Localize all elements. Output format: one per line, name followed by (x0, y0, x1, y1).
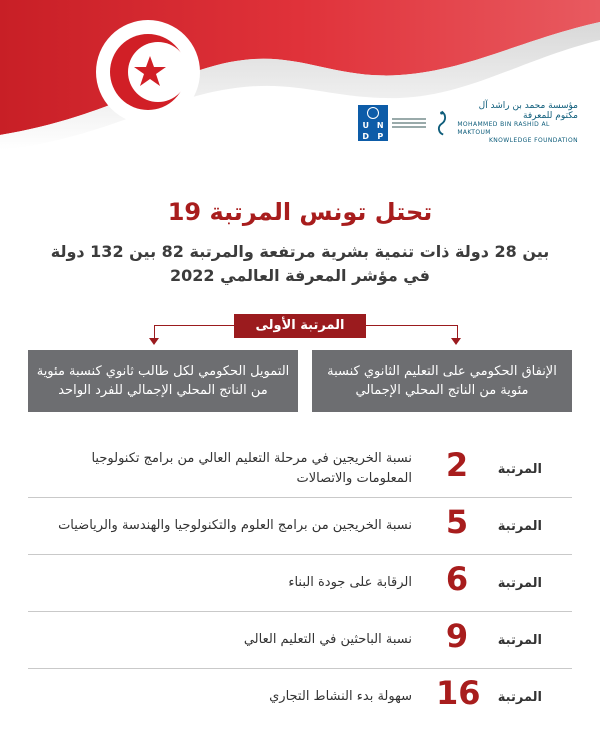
first-rank-box-secondary-spending: الإنفاق الحكومي على التعليم الثانوي كنسبة مئوية من الناتج المحلي الإجمالي (312, 350, 572, 412)
rank-number: 5 (445, 503, 469, 541)
un-globe-icon (367, 107, 379, 119)
rank-row (28, 668, 572, 725)
page-subtitle (40, 240, 560, 288)
page-title: تحتل تونس المرتبة 19 (167, 198, 433, 226)
first-rank-box-student-funding: التمويل الحكومي لكل طالب ثانوي كنسبة مئوية من الناتج المحلي الإجمالي للفرد الواحد (28, 350, 298, 412)
arrow-down-icon (149, 338, 159, 345)
subtitle-line-1: بين 28 دولة ذات تنمية بشرية مرتفعة والمرتبة 82 بين 132 دولة (50, 242, 550, 261)
tunisia-flag-icon (96, 20, 200, 124)
rank-description: نسبة الخريجين من برامج العلوم والتكنولوجيا والهندسة والرياضيات (58, 517, 412, 533)
undp-logo: U N D P (358, 105, 426, 141)
rank-number: 16 (436, 674, 481, 712)
arrow-down-icon (451, 338, 461, 345)
rank-row (28, 497, 572, 555)
rank-number: 9 (445, 617, 469, 655)
rank-label: المرتبة (497, 519, 542, 534)
rank-row (28, 440, 572, 498)
mbrf-arabic-name: مؤسسة محمد بن راشد آل مكتوم للمعرفة (478, 101, 578, 121)
mbrf-english-name-2: KNOWLEDGE FOUNDATION (488, 137, 578, 144)
rank-label: المرتبة (497, 690, 542, 705)
mbrf-english-name-1: MOHAMMED BIN RASHID AL MAKTOUM (457, 121, 550, 136)
rank-description: سهولة بدء النشاط التجاري (269, 688, 412, 704)
undp-side-text (392, 116, 426, 130)
rank-number: 6 (445, 560, 469, 598)
rank-label: المرتبة (497, 633, 542, 648)
rank-description: نسبة الخريجين في مرحلة التعليم العالي من برامج تكنولوجيا المعلومات والاتصالات (91, 450, 412, 486)
first-rank-label: المرتبة الأولى (234, 314, 366, 338)
mbrf-logo (457, 101, 578, 145)
rank-label: المرتبة (497, 576, 542, 591)
rank-label: المرتبة (497, 462, 542, 477)
partner-logos (358, 100, 578, 146)
rank-description: الرقابة على جودة البناء (288, 574, 412, 590)
rank-row (28, 611, 572, 669)
rank-row (28, 554, 572, 612)
mbrf-emblem-icon (434, 106, 449, 140)
rank-description: نسبة الباحثين في التعليم العالي (243, 631, 412, 647)
subtitle-line-2: في مؤشر المعرفة العالمي 2022 (170, 266, 430, 285)
rank-number: 2 (445, 446, 469, 484)
